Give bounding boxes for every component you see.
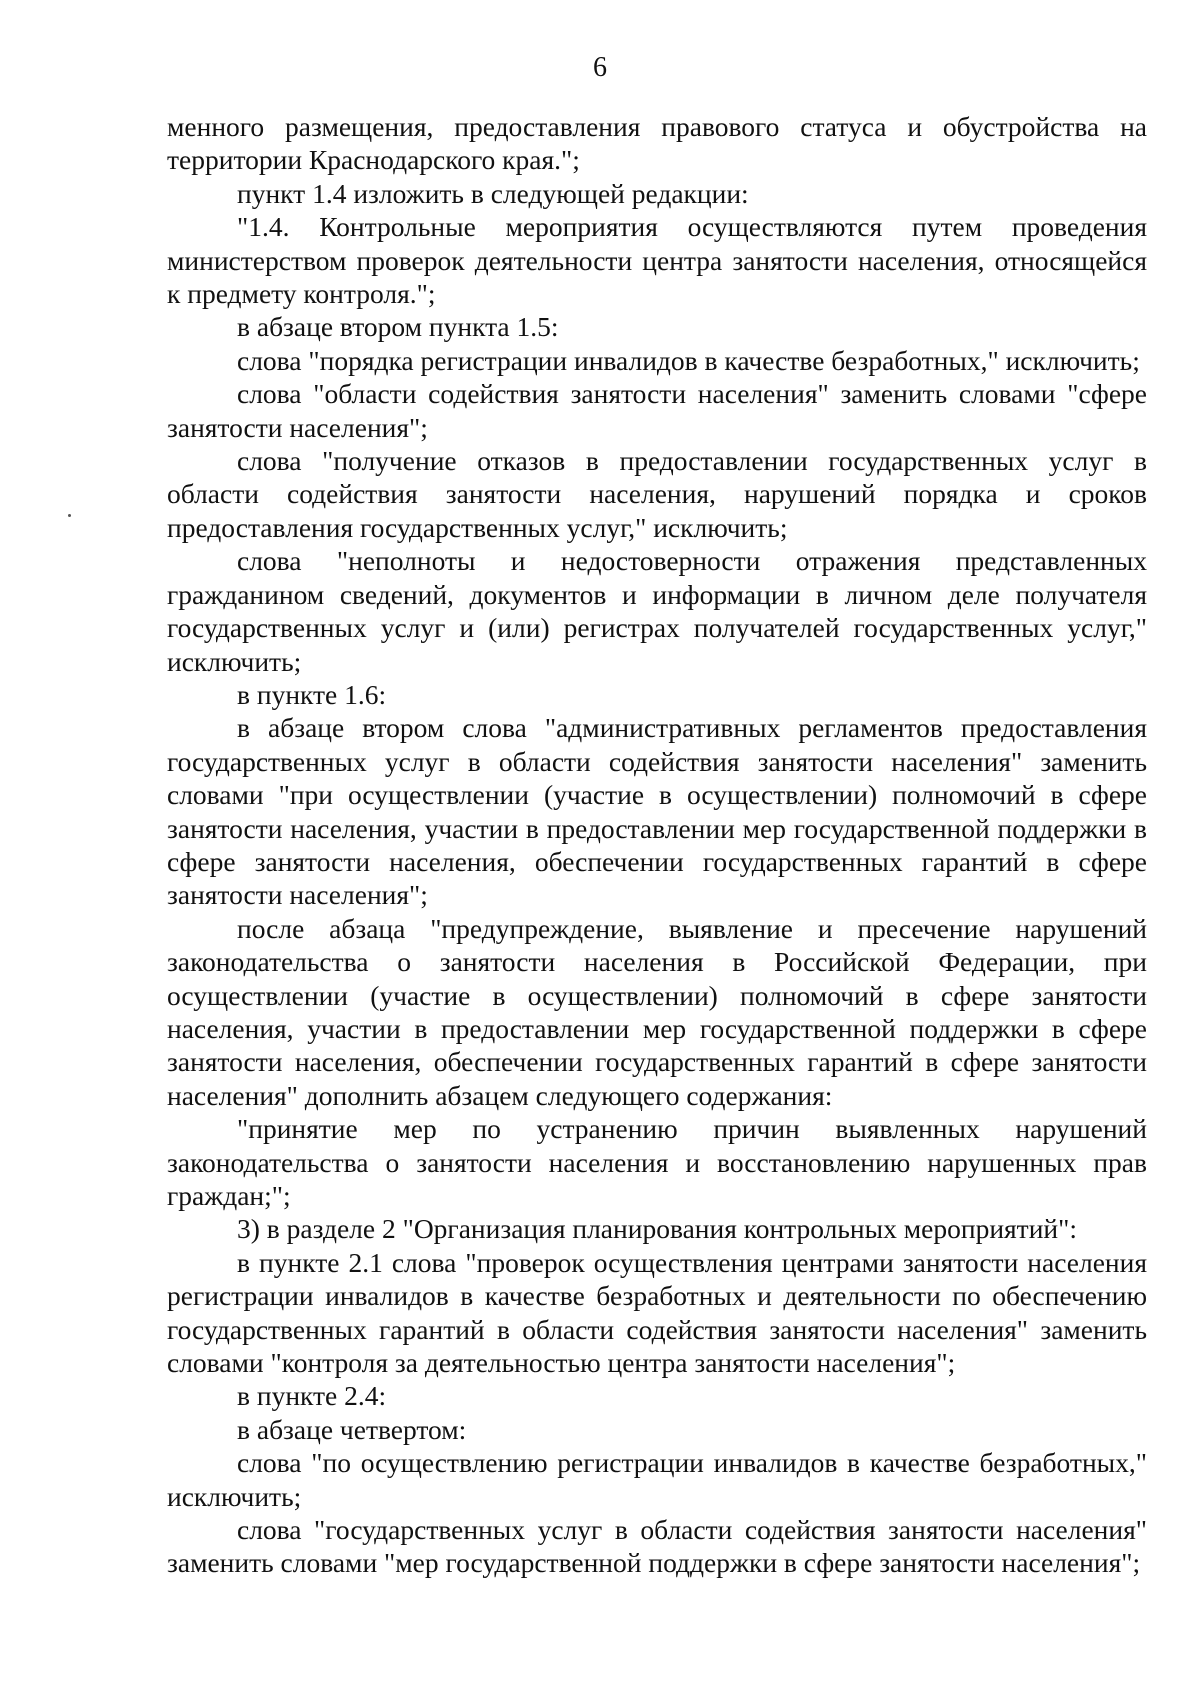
paragraph-6: слова "области содействия занятости населения" заменить словами "сфере занятости населения"; [167, 378, 1147, 443]
paragraph-9: в пункте 1.6: [237, 678, 387, 710]
paragraph-8: слова "неполноты и недостоверности отражения представленных гражданином сведений, документов и информации в личном деле получателя государственных услуг и (или) регистрах получателей государственных услуг," исключить; [167, 545, 1147, 677]
paragraph-10: в абзаце втором слова "административных регламентов предоставления государственных услуг в области содействия занятости населения" заменить словами "при осуществлении (участие в осуществлении) полномочий в сфере занятости населения, участии в предоставлении мер государственной поддержки в сфере занятости населения, обеспечении государственных гарантий в сфере занятости населения"; [167, 712, 1147, 911]
paragraph-16: в абзаце четвертом: [237, 1413, 467, 1445]
paragraph-15: в пункте 2.4: [237, 1380, 387, 1412]
paragraph-11: после абзаца "предупреждение, выявление и пресечение нарушений законодательства о занятости населения в Российской Федерации, при осуществлении (участие в осуществлении) полномочий в сфере занятости населения, участии в предоставлении мер государственной поддержки в сфере занятости населения, обеспечении государственных гарантий в сфере занятости населения" дополнить абзацем следующего содержания: [167, 912, 1147, 1111]
paragraph-18: слова "государственных услуг в области содействия занятости населения" заменить словами "мер государственной поддержки в сфере занятости населения"; [167, 1514, 1147, 1579]
paragraph-13: 3) в разделе 2 "Организация планирования контрольных мероприятий": [237, 1213, 1077, 1245]
paragraph-4: в абзаце втором пункта 1.5: [237, 311, 559, 343]
document-body [167, 110, 1147, 1580]
paragraph-12: "принятие мер по устранению причин выявленных нарушений законодательства о занятости населения и восстановлению нарушенных прав граждан;"; [167, 1113, 1147, 1211]
paragraph-14: в пункте 2.1 слова "проверок осуществления центрами занятости населения регистрации инвалидов в качестве безработных и деятельности по обеспечению государственных гарантий в области содействия занятости населения" заменить словами "контроля за деятельностью центра занятости населения"; [167, 1246, 1147, 1379]
scan-speck [68, 514, 71, 517]
paragraph-2: пункт 1.4 изложить в следующей редакции: [237, 177, 749, 209]
paragraph-5: слова "порядка регистрации инвалидов в качестве безработных," исключить; [237, 344, 1140, 376]
paragraph-3: "1.4. Контрольные мероприятия осуществляются путем проведения министерством проверок деятельности центра занятости населения, относящейся к предмету контроля."; [167, 211, 1147, 310]
page-number: 6 [593, 52, 607, 83]
paragraph-1: менного размещения, предоставления правового статуса и обустройства на территории Краснодарского края."; [167, 111, 1147, 176]
paragraph-17: слова "по осуществлению регистрации инвалидов в качестве безработных," исключить; [167, 1447, 1147, 1512]
paragraph-7: слова "получение отказов в предоставлении государственных услуг в области содействия занятости населения, нарушений порядка и сроков предоставления государственных услуг," исключить; [167, 445, 1147, 543]
